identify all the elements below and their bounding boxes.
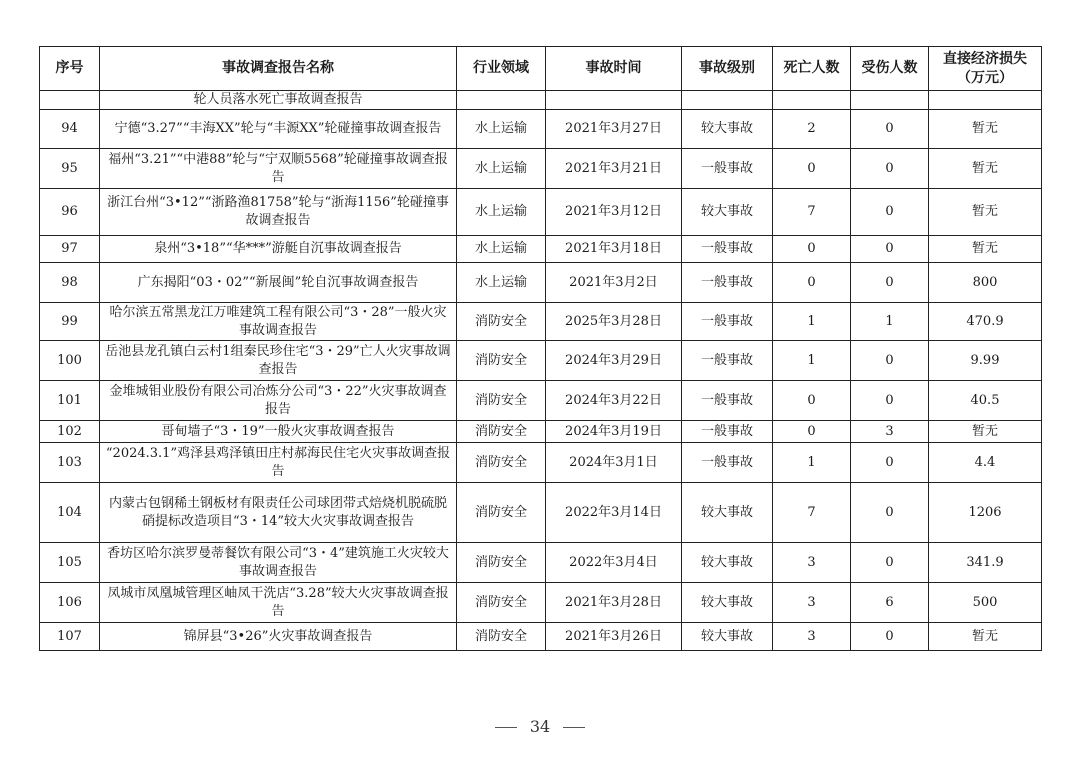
cell-name: 宁德“3.27”“丰海XX”轮与“丰源XX”轮碰撞事故调查报告	[100, 110, 457, 149]
header-cell: 事故调查报告名称	[100, 47, 457, 91]
cell-loss: 40.5	[929, 381, 1042, 421]
cell-loss: 暂无	[929, 149, 1042, 189]
cell-field: 消防安全	[457, 381, 546, 421]
cell-level: 较大事故	[682, 110, 773, 149]
cell-field: 消防安全	[457, 623, 546, 651]
cell-no: 94	[40, 110, 100, 149]
cell-loss: 9.99	[929, 341, 1042, 381]
header-cell: 事故级别	[682, 47, 773, 91]
cell-loss: 341.9	[929, 543, 1042, 583]
table-row	[40, 189, 1042, 236]
accident-report-table	[39, 46, 1042, 651]
cell-name: 锦屏县“3•26”火灾事故调查报告	[100, 623, 457, 651]
cell-injuries: 0	[851, 483, 929, 543]
cell-field: 消防安全	[457, 341, 546, 381]
cell-injuries: 0	[851, 110, 929, 149]
cell-no: 106	[40, 583, 100, 623]
cell-deaths: 0	[773, 421, 851, 443]
table-header-row	[40, 47, 1042, 91]
cell-name: 内蒙古包钢稀土钢板材有限责任公司球团带式焙烧机脱硫脱硝提标改造项目“3・14”较大火灾事故调查报告	[100, 483, 457, 543]
cell-deaths: 0	[773, 149, 851, 189]
cell-level: 较大事故	[682, 189, 773, 236]
header-cell: 死亡人数	[773, 47, 851, 91]
cell-injuries: 0	[851, 236, 929, 263]
cell-field: 水上运输	[457, 236, 546, 263]
cell-injuries: 0	[851, 543, 929, 583]
cell-level: 一般事故	[682, 149, 773, 189]
table-row	[40, 443, 1042, 483]
cell-name: 轮人员落水死亡事故调查报告	[100, 91, 457, 110]
header-cell: 事故时间	[546, 47, 682, 91]
cell-field	[457, 91, 546, 110]
cell-field: 水上运输	[457, 189, 546, 236]
cell-no: 97	[40, 236, 100, 263]
table-row	[40, 263, 1042, 303]
cell-no: 99	[40, 303, 100, 341]
cell-date: 2021年3月18日	[546, 236, 682, 263]
header-cell: 序号	[40, 47, 100, 91]
cell-field: 消防安全	[457, 583, 546, 623]
cell-date: 2021年3月26日	[546, 623, 682, 651]
page-number-dash-left	[495, 727, 517, 728]
cell-field: 水上运输	[457, 149, 546, 189]
cell-level: 较大事故	[682, 623, 773, 651]
cell-loss: 800	[929, 263, 1042, 303]
cell-level	[682, 91, 773, 110]
cell-field: 消防安全	[457, 543, 546, 583]
cell-name: 福州“3.21”“中港88”轮与“宁双顺5568”轮碰撞事故调查报告	[100, 149, 457, 189]
cell-date: 2022年3月4日	[546, 543, 682, 583]
cell-date: 2021年3月27日	[546, 110, 682, 149]
cell-deaths	[773, 91, 851, 110]
table-row	[40, 543, 1042, 583]
cell-date	[546, 91, 682, 110]
cell-injuries: 0	[851, 189, 929, 236]
cell-level: 较大事故	[682, 583, 773, 623]
cell-level: 较大事故	[682, 543, 773, 583]
cell-loss: 暂无	[929, 623, 1042, 651]
cell-name: “2024.3.1”鸡泽县鸡泽镇田庄村郝海民住宅火灾事故调查报告	[100, 443, 457, 483]
table-row	[40, 303, 1042, 341]
cell-loss: 暂无	[929, 236, 1042, 263]
cell-loss: 暂无	[929, 421, 1042, 443]
cell-date: 2022年3月14日	[546, 483, 682, 543]
cell-field: 消防安全	[457, 483, 546, 543]
cell-date: 2021年3月12日	[546, 189, 682, 236]
cell-deaths: 3	[773, 623, 851, 651]
cell-no: 103	[40, 443, 100, 483]
cell-name: 香坊区哈尔滨罗曼蒂餐饮有限公司“3・4”建筑施工火灾较大事故调查报告	[100, 543, 457, 583]
cell-injuries: 0	[851, 263, 929, 303]
page-number-text: 34	[529, 717, 551, 736]
cell-loss: 1206	[929, 483, 1042, 543]
cell-loss: 4.4	[929, 443, 1042, 483]
table-row	[40, 623, 1042, 651]
table-row	[40, 421, 1042, 443]
header-cell: 受伤人数	[851, 47, 929, 91]
cell-level: 一般事故	[682, 341, 773, 381]
cell-no: 105	[40, 543, 100, 583]
cell-date: 2024年3月19日	[546, 421, 682, 443]
cell-date: 2021年3月21日	[546, 149, 682, 189]
cell-no: 100	[40, 341, 100, 381]
page-number-dash-right	[563, 727, 585, 728]
header-cell: 行业领域	[457, 47, 546, 91]
cell-field: 消防安全	[457, 421, 546, 443]
cell-level: 一般事故	[682, 443, 773, 483]
cell-field: 消防安全	[457, 303, 546, 341]
table-row	[40, 341, 1042, 381]
cell-level: 一般事故	[682, 303, 773, 341]
cell-injuries: 1	[851, 303, 929, 341]
cell-injuries: 0	[851, 341, 929, 381]
cell-date: 2021年3月28日	[546, 583, 682, 623]
table-row	[40, 483, 1042, 543]
cell-date: 2024年3月22日	[546, 381, 682, 421]
cell-level: 一般事故	[682, 421, 773, 443]
cell-deaths: 0	[773, 236, 851, 263]
cell-date: 2021年3月2日	[546, 263, 682, 303]
table-row	[40, 381, 1042, 421]
cell-deaths: 0	[773, 263, 851, 303]
table-row	[40, 91, 1042, 110]
cell-loss: 暂无	[929, 110, 1042, 149]
cell-no	[40, 91, 100, 110]
table-row	[40, 236, 1042, 263]
cell-name: 哥甸墙子“3・19”一般火灾事故调查报告	[100, 421, 457, 443]
cell-injuries: 6	[851, 583, 929, 623]
table-row	[40, 149, 1042, 189]
cell-injuries: 0	[851, 623, 929, 651]
cell-loss: 500	[929, 583, 1042, 623]
cell-loss	[929, 91, 1042, 110]
cell-no: 104	[40, 483, 100, 543]
cell-date: 2024年3月1日	[546, 443, 682, 483]
cell-loss: 暂无	[929, 189, 1042, 236]
cell-injuries: 0	[851, 381, 929, 421]
cell-deaths: 2	[773, 110, 851, 149]
cell-level: 一般事故	[682, 236, 773, 263]
cell-deaths: 3	[773, 583, 851, 623]
cell-deaths: 1	[773, 303, 851, 341]
cell-no: 96	[40, 189, 100, 236]
table-row	[40, 110, 1042, 149]
cell-loss: 470.9	[929, 303, 1042, 341]
cell-no: 102	[40, 421, 100, 443]
cell-name: 哈尔滨五常黑龙江万唯建筑工程有限公司“3・28”一般火灾事故调查报告	[100, 303, 457, 341]
cell-field: 水上运输	[457, 110, 546, 149]
cell-deaths: 1	[773, 443, 851, 483]
cell-level: 较大事故	[682, 483, 773, 543]
cell-deaths: 3	[773, 543, 851, 583]
cell-deaths: 7	[773, 483, 851, 543]
cell-name: 凤城市凤凰城管理区岫凤干洗店“3.28”较大火灾事故调查报告	[100, 583, 457, 623]
table-row	[40, 583, 1042, 623]
cell-name: 浙江台州“3•12”“浙路渔81758”轮与“浙海1156”轮碰撞事故调查报告	[100, 189, 457, 236]
cell-no: 95	[40, 149, 100, 189]
cell-deaths: 7	[773, 189, 851, 236]
cell-name: 泉州“3•18”“华***”游艇自沉事故调查报告	[100, 236, 457, 263]
table-body	[40, 91, 1042, 651]
cell-field: 消防安全	[457, 443, 546, 483]
cell-deaths: 0	[773, 381, 851, 421]
cell-field: 水上运输	[457, 263, 546, 303]
cell-deaths: 1	[773, 341, 851, 381]
header-cell: 直接经济损失（万元）	[929, 47, 1042, 91]
cell-date: 2024年3月29日	[546, 341, 682, 381]
cell-level: 一般事故	[682, 263, 773, 303]
cell-injuries: 3	[851, 421, 929, 443]
cell-level: 一般事故	[682, 381, 773, 421]
cell-no: 107	[40, 623, 100, 651]
page-number	[0, 717, 1080, 736]
cell-date: 2025年3月28日	[546, 303, 682, 341]
cell-injuries	[851, 91, 929, 110]
cell-name: 广东揭阳“03・02”“新展闽”轮自沉事故调查报告	[100, 263, 457, 303]
cell-injuries: 0	[851, 149, 929, 189]
cell-name: 金堆城钼业股份有限公司冶炼分公司“3・22”火灾事故调查报告	[100, 381, 457, 421]
cell-name: 岳池县龙孔镇白云村1组秦民珍住宅“3・29”亡人火灾事故调查报告	[100, 341, 457, 381]
cell-injuries: 0	[851, 443, 929, 483]
cell-no: 101	[40, 381, 100, 421]
cell-no: 98	[40, 263, 100, 303]
